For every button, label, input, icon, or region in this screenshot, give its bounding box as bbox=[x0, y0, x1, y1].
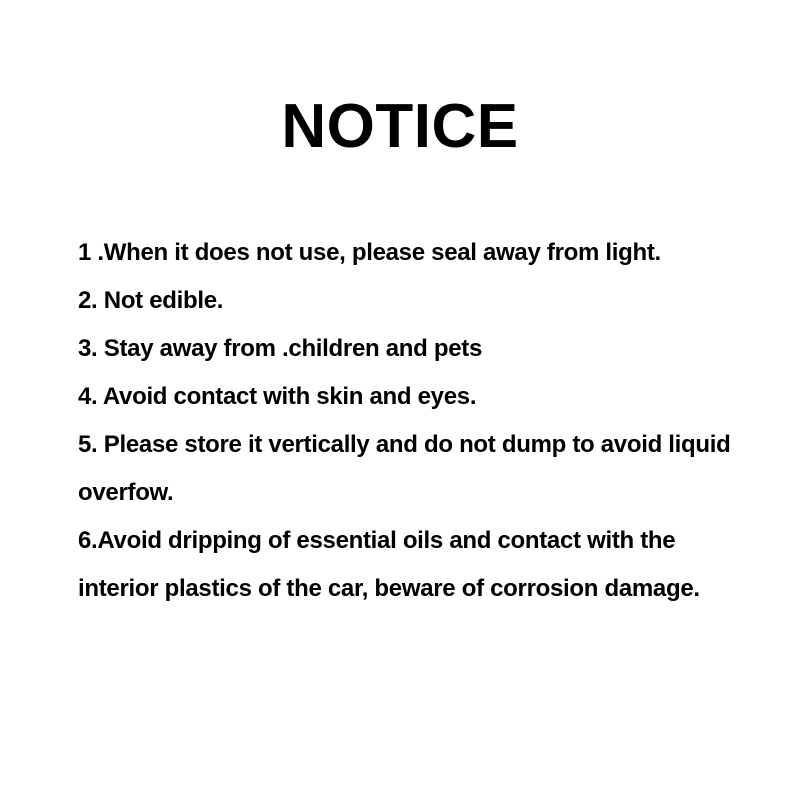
notice-list bbox=[78, 229, 738, 613]
notice-item-6: 6.Avoid dripping of essential oils and contact with the interior plastics of the car, beware of corrosion damage. bbox=[78, 527, 700, 602]
notice-item-4: 4. Avoid contact with skin and eyes. bbox=[78, 383, 477, 410]
notice-item-3: 3. Stay away from .children and pets bbox=[78, 335, 482, 362]
page-title: NOTICE bbox=[281, 92, 519, 161]
notice-item-1: 1 .When it does not use, please seal away from light. bbox=[78, 239, 661, 266]
notice-item-2: 2. Not edible. bbox=[78, 287, 224, 314]
notice-item-5: 5. Please store it vertically and do not dump to avoid liquid overfow. bbox=[78, 431, 731, 506]
